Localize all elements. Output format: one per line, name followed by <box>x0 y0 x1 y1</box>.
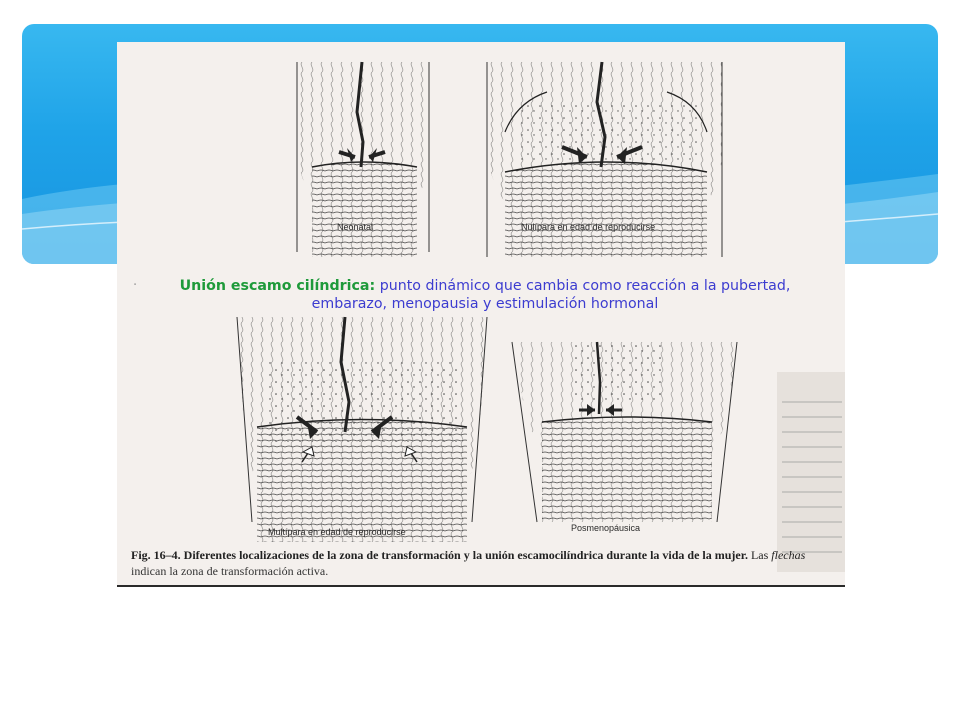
figure-caption-rest: indican la zona de transformación activa. <box>131 564 329 578</box>
callout-description: punto dinámico que cambia como reacción a la pubertad, embarazo, menopausia y estimulación hormonal <box>311 278 791 312</box>
panel-posmenopausica-drawing <box>512 342 737 522</box>
panel-multipara-drawing <box>237 317 487 542</box>
figure-caption-italic: flechas <box>771 548 806 562</box>
figure-caption <box>131 547 841 579</box>
figure-number: Fig. 16–4. <box>131 548 181 562</box>
panel-label-neonatal: Neonatal <box>337 222 374 232</box>
bullet-marker: · <box>133 278 138 293</box>
callout-term: Unión escamo cilíndrica: <box>179 278 376 294</box>
panel-label-nulipara: Nulípara en edad de reproducirse <box>521 222 656 232</box>
figure-title: Diferentes localizaciones de la zona de transformación y la unión escamocilíndrica durante la vida de la mujer. <box>183 548 748 562</box>
callout-text <box>150 277 820 313</box>
panel-label-posmenopausica: Posmenopáusica <box>571 523 641 533</box>
panel-label-multipara: Multípara en edad de reproducirse <box>268 527 406 537</box>
figure-caption-after-title: Las <box>750 548 769 562</box>
scanned-figure <box>117 42 845 587</box>
scan-border <box>117 585 845 587</box>
cervix-illustrations <box>117 42 845 587</box>
